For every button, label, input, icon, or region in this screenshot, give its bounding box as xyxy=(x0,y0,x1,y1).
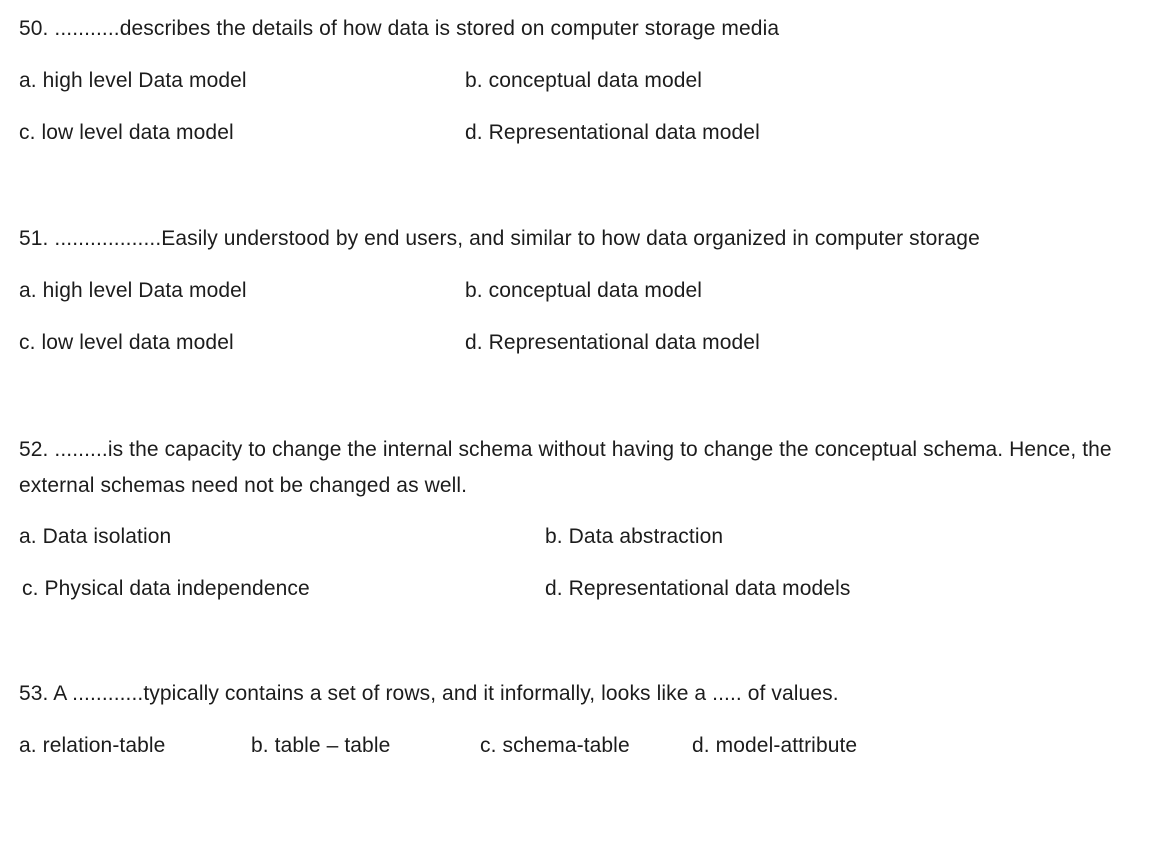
question-block-50 xyxy=(0,12,1155,168)
question-53-stem: 53. A ............typically contains a set of rows, and it informally, looks like a ..... of values. xyxy=(19,682,839,705)
question-block-53 xyxy=(0,677,1155,781)
question-50-stem: 50. ...........describes the details of how data is stored on computer storage media xyxy=(19,17,780,40)
question-50-option-b[interactable]: b. conceptual data model xyxy=(465,69,703,92)
question-53-option-b[interactable]: b. table – table xyxy=(251,734,391,757)
question-51-options-row-1 xyxy=(0,274,1155,326)
question-50-option-c[interactable]: c. low level data model xyxy=(19,121,234,144)
question-block-52 xyxy=(0,432,1155,624)
question-53-option-a[interactable]: a. relation-table xyxy=(19,734,166,757)
question-51-option-d[interactable]: d. Representational data model xyxy=(465,331,760,354)
question-50-options-row-2 xyxy=(0,116,1155,168)
question-51-option-b[interactable]: b. conceptual data model xyxy=(465,279,703,302)
question-53-option-c[interactable]: c. schema-table xyxy=(480,734,630,757)
question-52-options-row-1 xyxy=(0,520,1155,572)
question-50-option-d[interactable]: d. Representational data model xyxy=(465,121,760,144)
question-52-option-a[interactable]: a. Data isolation xyxy=(19,525,172,548)
question-52-option-d[interactable]: d. Representational data models xyxy=(545,577,851,600)
question-53-options-row xyxy=(0,729,1155,781)
question-52-stem: 52. .........is the capacity to change the internal schema without having to change the conceptual schema. Hence, the external schemas need not be changed as well. xyxy=(19,438,1112,497)
question-51-options-row-2 xyxy=(0,326,1155,378)
question-51-option-a[interactable]: a. high level Data model xyxy=(19,279,247,302)
question-51-option-c[interactable]: c. low level data model xyxy=(19,331,234,354)
question-51-stem: 51. ..................Easily understood by end users, and similar to how data organized in computer storage xyxy=(19,227,980,250)
question-53-option-d[interactable]: d. model-attribute xyxy=(692,734,858,757)
question-50-option-a[interactable]: a. high level Data model xyxy=(19,69,247,92)
question-50-options-row-1 xyxy=(0,64,1155,116)
question-52-option-b[interactable]: b. Data abstraction xyxy=(545,525,724,548)
question-52-options-row-2 xyxy=(0,572,1155,624)
question-block-51 xyxy=(0,222,1155,378)
question-52-option-c[interactable]: c. Physical data independence xyxy=(22,577,310,600)
